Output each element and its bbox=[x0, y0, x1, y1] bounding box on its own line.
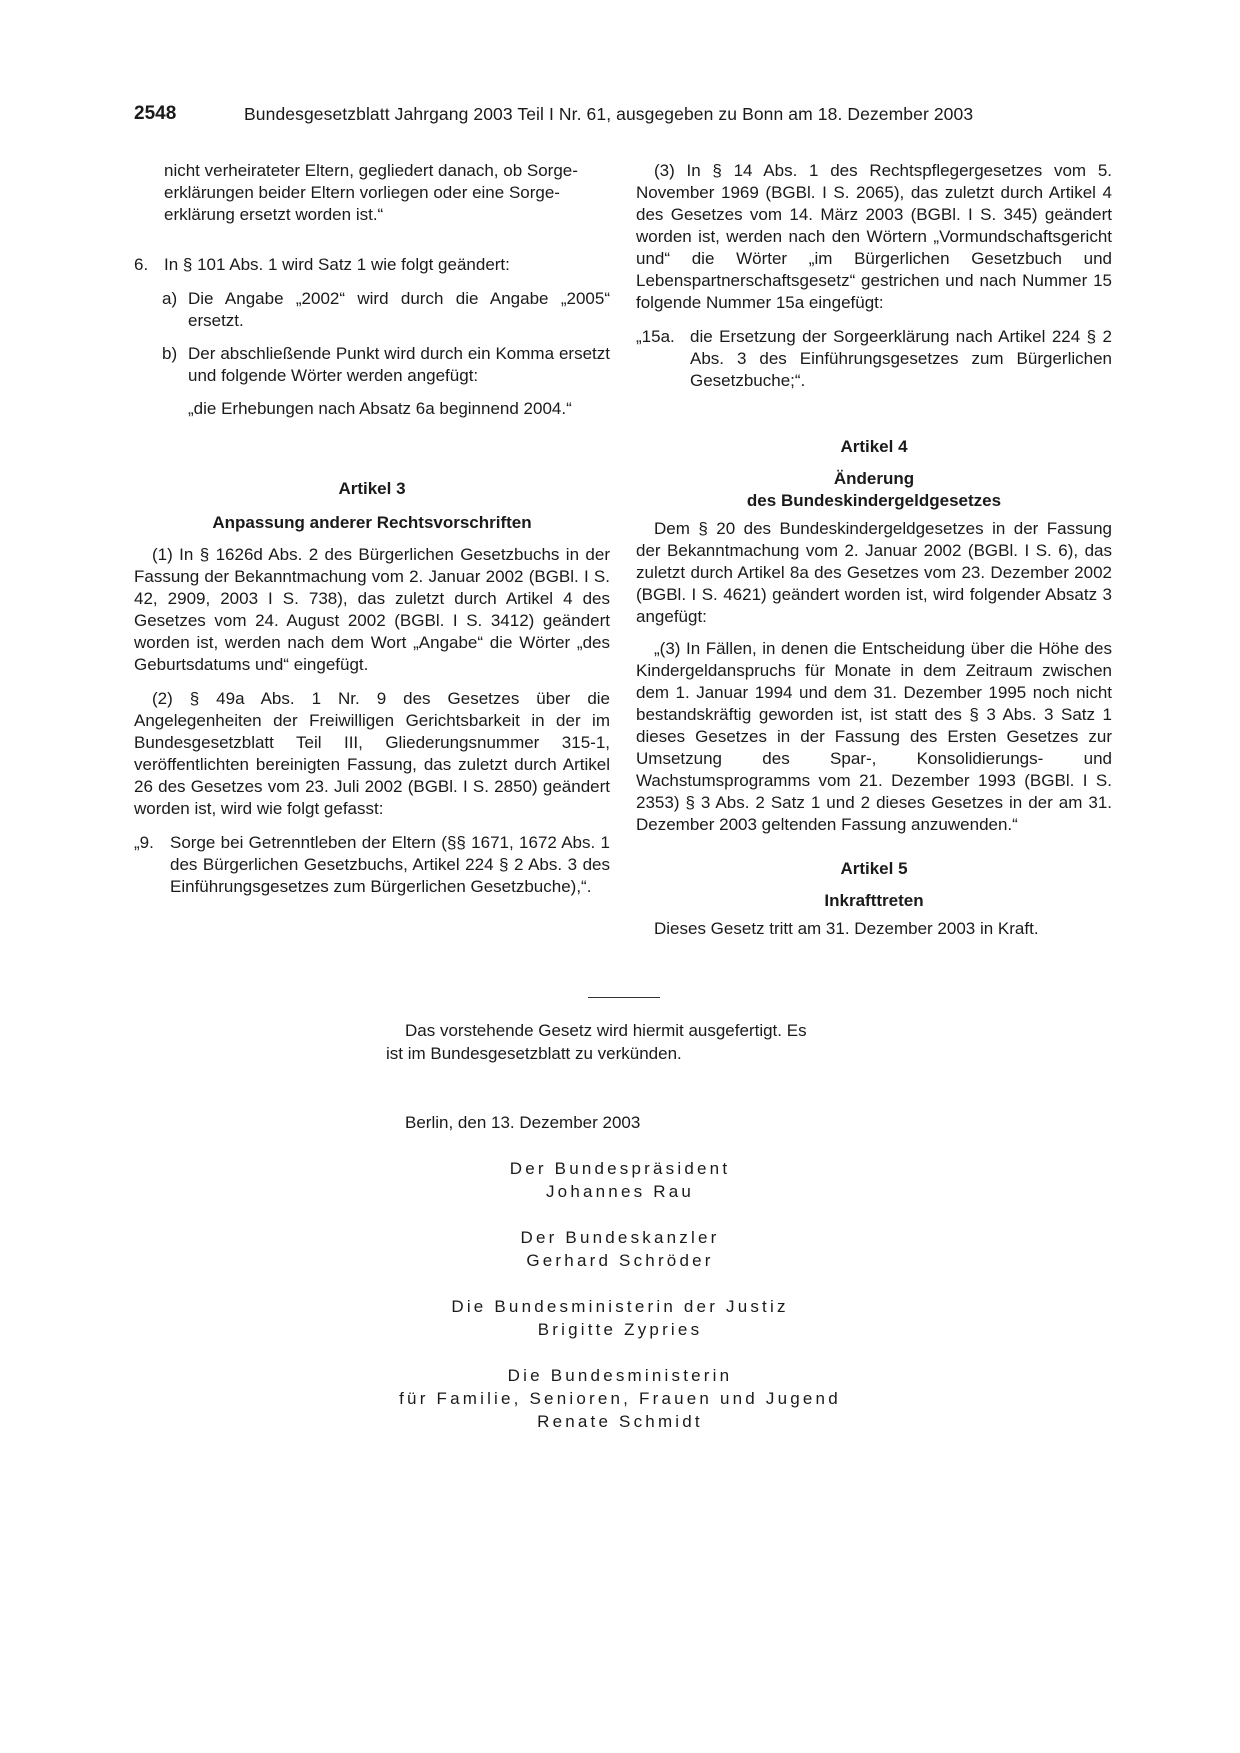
signatory-title: Der Bundeskanzler bbox=[520, 1228, 720, 1247]
paragraph: (3) In § 14 Abs. 1 des Rechtspflegergesetzes vom 5. November 1969 (BGBl. I S. 2065), das zuletzt durch Artikel 4 des Gesetzes vom 14. März 2003 (BGBl. I S. 345) geändert worden ist, werden nach den Wörtern „Vormundschaftsgericht und“ die Wörter „im Bürgerlichen Gesetzbuch und Lebenspartnerschaftsgesetz“ gestrichen und nach Nummer 15 folgende Nummer 15a eingefügt: bbox=[636, 161, 1112, 312]
continuation-text bbox=[134, 160, 610, 226]
signatory-name: Gerhard Schröder bbox=[526, 1251, 714, 1270]
list-marker: 6. bbox=[134, 255, 149, 274]
list-item-15a bbox=[636, 326, 1112, 392]
list-marker: b) bbox=[162, 344, 178, 363]
list-item-6 bbox=[134, 254, 610, 276]
list-item-text: die Ersetzung der Sorgeerklärung nach Artikel 224 § 2 Abs. 3 des Einführungsgesetzes zum Bürgerlichen Gesetzbuche;“. bbox=[690, 327, 1112, 390]
article-5-heading: Inkrafttreten bbox=[824, 891, 924, 910]
signature-block bbox=[340, 1295, 900, 1341]
paragraph: (2) § 49a Abs. 1 Nr. 9 des Gesetzes über die Angelegenheiten der Freiwilligen Gerichtsbarkeit in der im Bundesgesetzblatt Teil III, Gliederungsnummer 315-1, veröffentlichten bereinigten Fassung, das zuletzt durch Artikel 26 des Gesetzes vom 23. Juli 2002 (BGBl. I S. 2850) geändert worden ist, wird wie folgt gefasst: bbox=[134, 689, 610, 818]
page-number: 2548 bbox=[134, 103, 177, 124]
signatory-name: Renate Schmidt bbox=[537, 1412, 703, 1431]
list-item-text: In § 101 Abs. 1 wird Satz 1 wie folgt geändert: bbox=[164, 255, 510, 274]
list-item-text: Sorge bei Getrenntleben der Eltern (§§ 1671, 1672 Abs. 1 des Bürgerlichen Gesetzbuchs, Artikel 224 § 2 Abs. 3 des Einführungsgesetzes zum Bürgerlichen Gesetzbuche),“. bbox=[170, 833, 610, 896]
article-4-title: Artikel 4 bbox=[840, 437, 908, 456]
right-column bbox=[636, 160, 1112, 940]
continuation-line: erklärungen beider Eltern vorliegen oder eine Sorge- bbox=[164, 183, 560, 202]
paragraph: Dieses Gesetz tritt am 31. Dezember 2003 in Kraft. bbox=[654, 919, 1039, 938]
enactment-clause bbox=[405, 1020, 807, 1042]
heading-line: Änderung bbox=[833, 469, 915, 488]
paragraph: Dem § 20 des Bundeskindergeldgesetzes in der Fassung der Bekanntmachung vom 2. Januar 2002 (BGBl. I S. 6), das zuletzt durch Artikel 8a des Gesetzes vom 23. Dezember 2002 (BGBl. I S. 4621) geändert worden ist, wird folgender Absatz 3 angefügt: bbox=[636, 519, 1112, 626]
list-item-b bbox=[134, 343, 610, 387]
article-5-title: Artikel 5 bbox=[840, 859, 908, 878]
page-header bbox=[134, 103, 1120, 131]
list-marker: „15a. bbox=[636, 327, 675, 346]
continuation-line: nicht verheirateter Eltern, gegliedert danach, ob Sorge- bbox=[164, 161, 578, 180]
list-item-text: Die Angabe „2002“ wird durch die Angabe „2005“ ersetzt. bbox=[188, 289, 610, 330]
separator-rule bbox=[588, 997, 660, 998]
signatory-ministry: für Familie, Senioren, Frauen und Jugend bbox=[399, 1389, 841, 1408]
signature-block bbox=[340, 1226, 900, 1272]
quoted-paragraph: „(3) In Fällen, in denen die Entscheidung über die Höhe des Kindergeldanspruchs für Monate in dem Zeitraum zwischen dem 1. Januar 1994 und dem 31. Dezember 1995 noch nicht bestandskräftig geworden ist, ist statt des § 3 Abs. 3 Satz 1 dieses Gesetzes in der Fassung des Ersten Gesetzes zur Umsetzung des Spar-, Konsolidierungs- und Wachstumsprogramms vom 21. Dezember 1993 (BGBl. I S. 2353) § 3 Abs. 2 Satz 1 und 2 dieses Gesetzes in der am 31. Dezember 2003 geltenden Fassung anzuwenden.“ bbox=[636, 639, 1112, 834]
article-4-heading bbox=[636, 468, 1112, 512]
enactment-clause-cont bbox=[386, 1043, 682, 1065]
header-title: Bundesgesetzblatt Jahrgang 2003 Teil I Nr. 61, ausgegeben zu Bonn am 18. Dezember 2003 bbox=[244, 104, 974, 124]
heading-line: des Bundeskindergeldgesetzes bbox=[746, 491, 1002, 510]
place-date: Berlin, den 13. Dezember 2003 bbox=[405, 1113, 641, 1132]
list-item-9 bbox=[134, 832, 610, 898]
enactment-line: ist im Bundesgesetzblatt zu verkünden. bbox=[386, 1044, 682, 1063]
signatory-name: Brigitte Zypries bbox=[537, 1320, 703, 1339]
signatory-title: Der Bundespräsident bbox=[509, 1159, 731, 1178]
article-3-title: Artikel 3 bbox=[338, 479, 406, 498]
paragraph: (1) In § 1626d Abs. 2 des Bürgerlichen Gesetzbuchs in der Fassung der Bekanntmachung vom 2. Januar 2002 (BGBl. I S. 42, 2909, 2003 I S. 738), das zuletzt durch Artikel 4 des Gesetzes vom 24. August 2002 (BGBl. I S. 3412) geändert worden ist, werden nach dem Wort „Angabe“ die Wörter „des Geburtsdatums und“ eingefügt. bbox=[134, 545, 610, 674]
list-marker: a) bbox=[162, 289, 178, 308]
continuation-line: erklärung ersetzt worden ist.“ bbox=[164, 205, 384, 224]
signature-block bbox=[340, 1157, 900, 1203]
enactment-line: Das vorstehende Gesetz wird hiermit ausgefertigt. Es bbox=[405, 1021, 807, 1040]
list-item-text: Der abschließende Punkt wird durch ein Komma ersetzt und folgende Wörter werden angefügt: bbox=[188, 344, 610, 385]
article-3-heading: Anpassung anderer Rechtsvorschriften bbox=[212, 513, 532, 532]
left-column bbox=[134, 160, 610, 898]
signatory-title: Die Bundesministerin der Justiz bbox=[451, 1297, 789, 1316]
list-marker: „9. bbox=[134, 833, 154, 852]
quoted-text: „die Erhebungen nach Absatz 6a beginnend 2004.“ bbox=[188, 399, 572, 418]
list-item-a bbox=[134, 288, 610, 332]
signature-block bbox=[340, 1364, 900, 1433]
signatory-name: Johannes Rau bbox=[545, 1182, 695, 1201]
signatory-title: Die Bundesministerin bbox=[507, 1366, 733, 1385]
